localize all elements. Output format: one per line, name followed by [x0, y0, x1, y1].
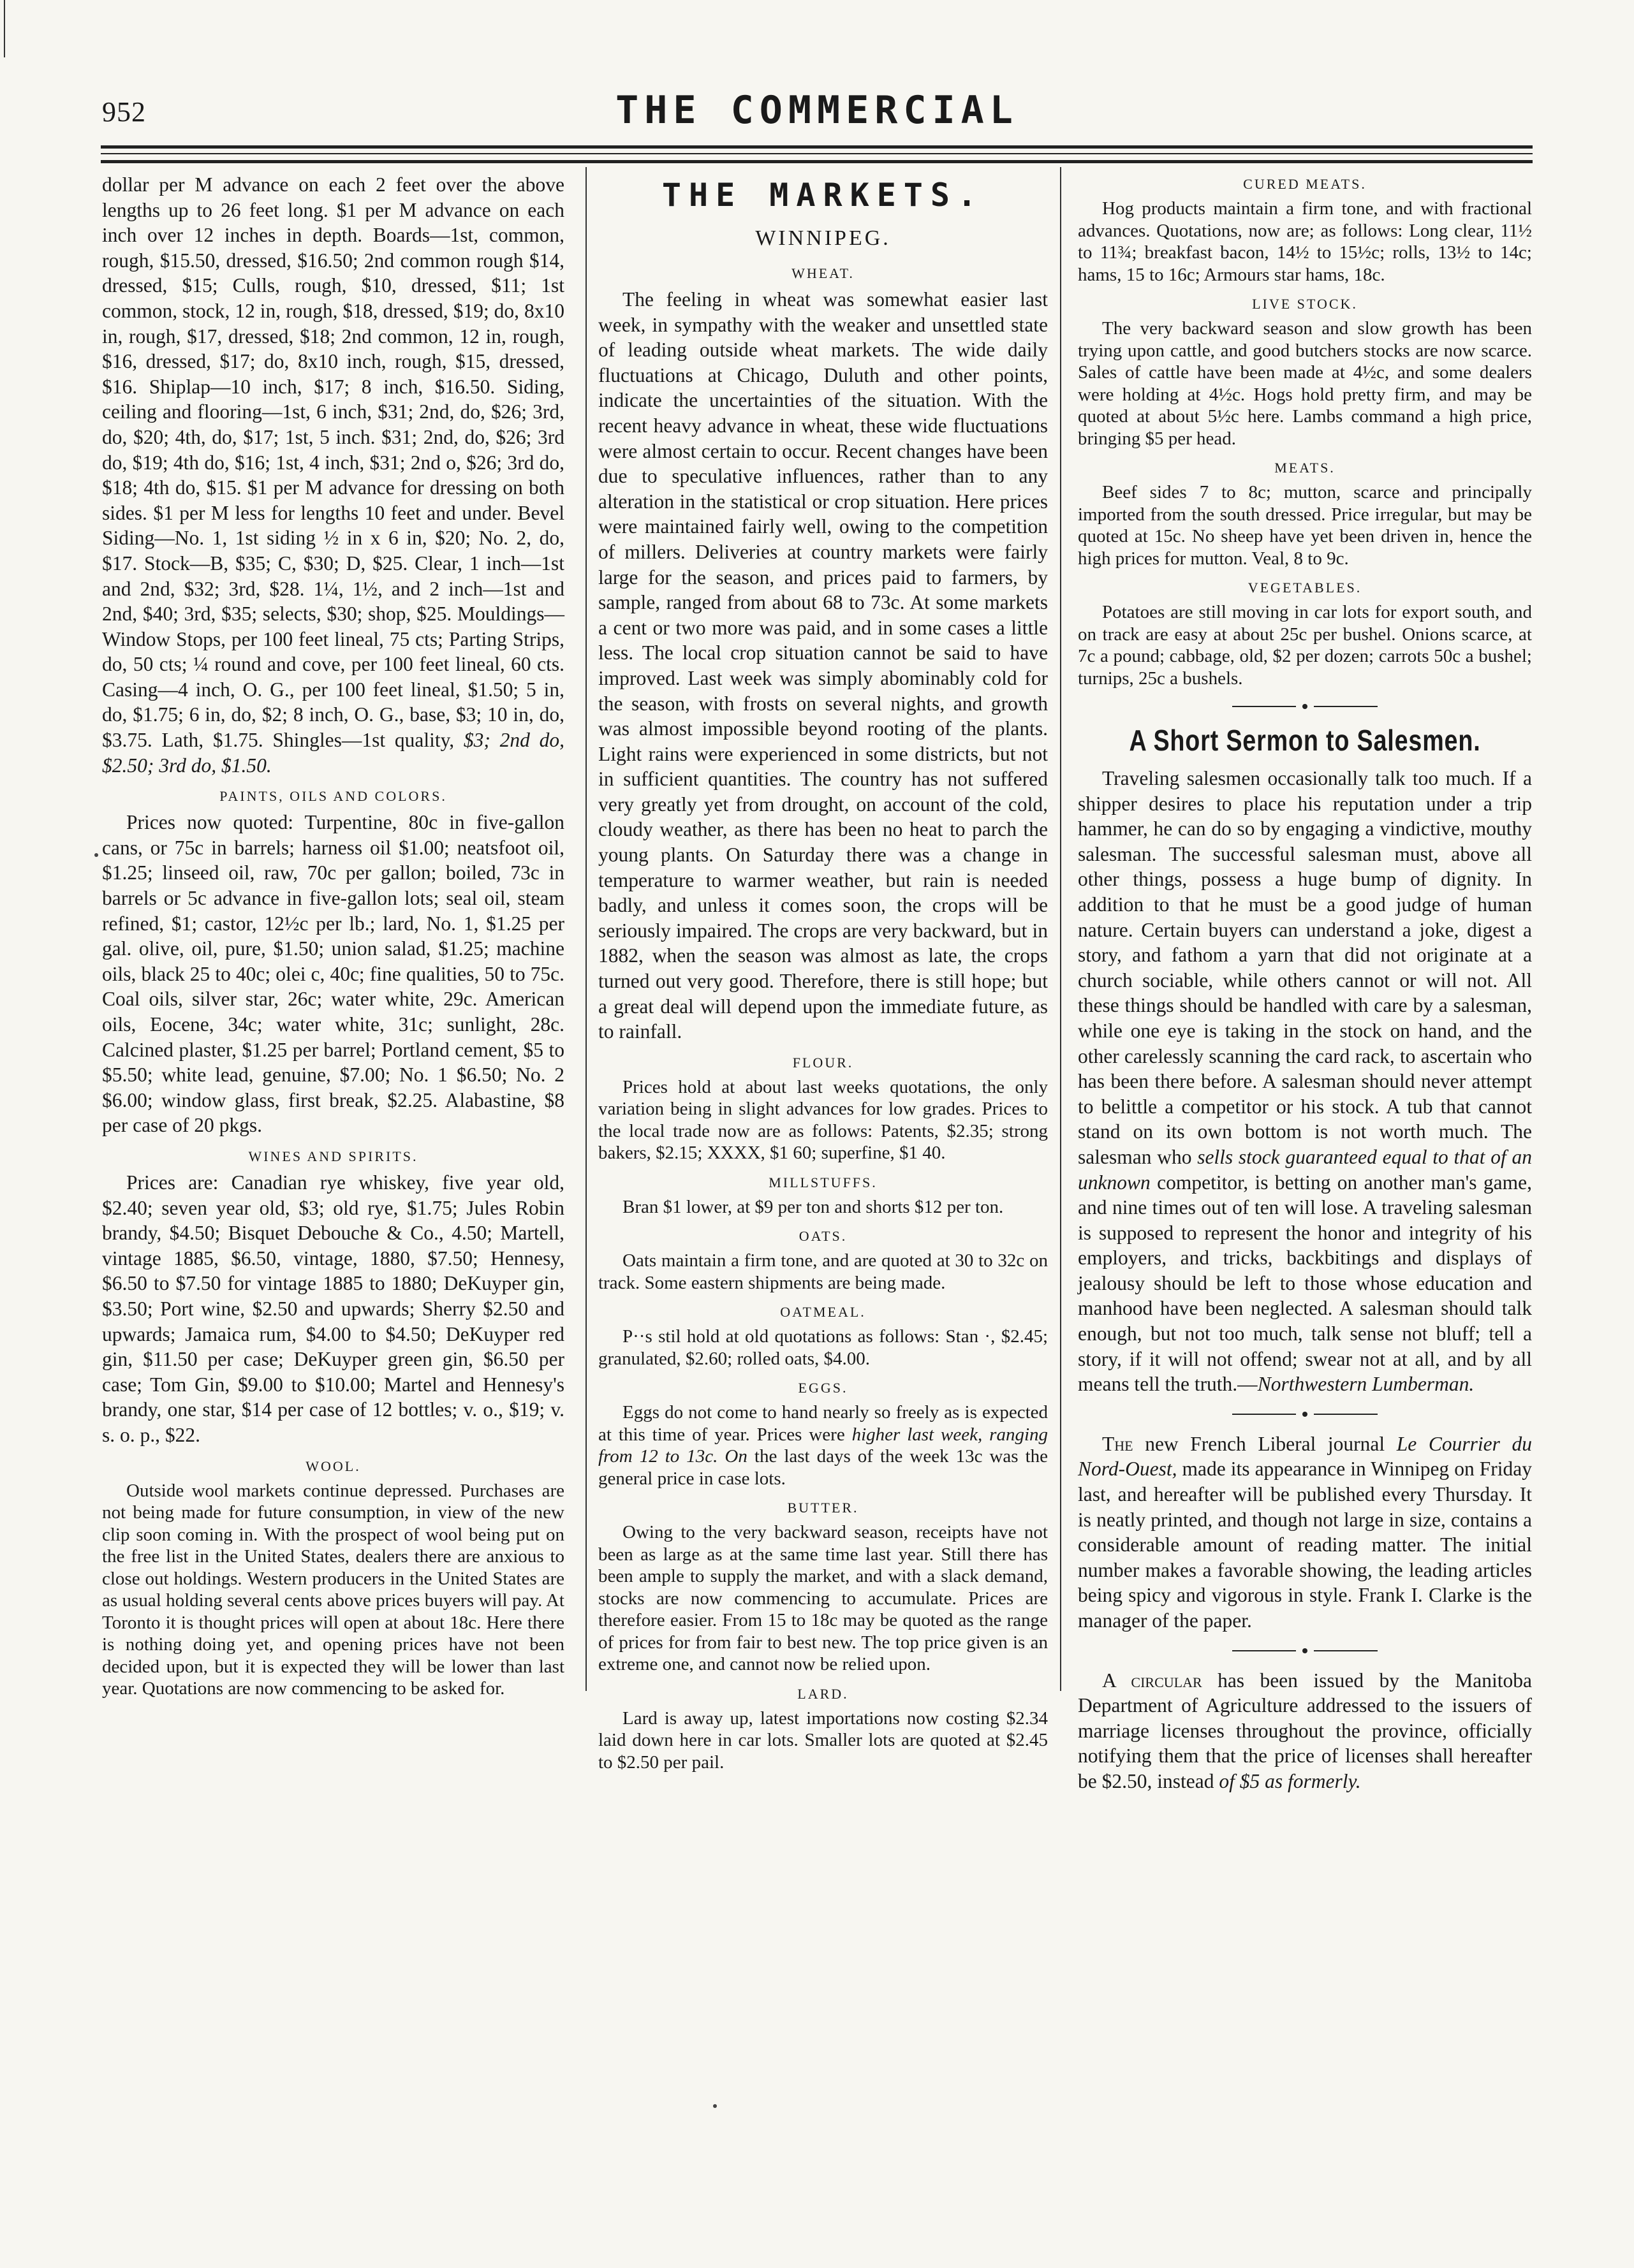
section-heading-meats: MEATS.: [1274, 460, 1336, 476]
journal-notice: [1078, 1431, 1532, 1634]
lumber-prices-text: [102, 172, 564, 778]
sermon-text: [1078, 766, 1532, 1397]
section-heading-millstuffs: MILLSTUFFS.: [769, 1174, 878, 1190]
lard-text: Lard is away up, latest importations now costing $2.34 laid down here in car lots. Smaller lots are quoted at $2.45 to $2.50 per pail.: [598, 1708, 1048, 1773]
millstuffs-text: Bran $1 lower, at $9 per ton and shorts $12 per ton.: [622, 1196, 1004, 1217]
paints-text: Prices now quoted: Turpentine, 80c in five-gallon cans, or 75c in barrels; harness oil $1.00; neatsfoot oil, $1.25; linseed oil, raw, 70c per gallon; boiled, 73c in barrels or 5c advance in five-gallon lots; seal oil, steam refined, $1; castor, 12½c per lb.; lard, No. 1, $1.25 per gal. olive, oil, pure, $1.50; union salad, $1.25; machine oils, black 25 to 40c; olei c, 40c; fine qualities, 50 to 75c. Coal oils, silver star, 26c; water white, 29c. American oils, Eocene, 34c; water white, 31c; sunlight, 28c. Calcined plaster, $1.25 per barrel; Portland cement, $5 to $5.50; white lead, genuine, $7.00; No. 1 $6.50; No. 2 $6.00; window glass, first break, $2.25. Alabastine, $8 per case of 20 pkgs.: [102, 811, 564, 1137]
eggs-text-italic: higher last week, ranging from 12 to 13c. On: [598, 1424, 1048, 1467]
markets-city: WINNIPEG.: [755, 226, 891, 250]
wines-text: Prices are: Canadian rye whiskey, five year old, $2.40; seven year old, $3; old rye, $1.75; Jules Robin brandy, $4.50; Bisquet Debouche & Co., 4.50; Martell, vintage 1885, $6.50, vintage, 1880, $7.50; Hennesy, $6.50 to $7.50 for vintage 1885 to 1880; DeKuyper gin, $3.50; Port wine, $2.50 and upwards; Sherry $2.50 and upwards; Jamaica rum, $4.00 to $4.50; DeKuyper red gin, $11.50 per case; DeKuyper green gin, $6.50 per case; Tom Gin, $9.00 to $10.00; Martel and Hennesy's brandy, one star, $14 per case of 12 bottles; v. o., $19; v. s. o. p., $22.: [102, 1171, 564, 1446]
scan-speck: [94, 853, 98, 857]
column-right: [1078, 172, 1532, 1794]
sermon-title: A Short Sermon to Salesmen.: [1129, 724, 1481, 757]
eggs-text: [598, 1401, 1048, 1489]
column-middle: [598, 172, 1048, 1773]
flour-text: Prices hold at about last weeks quotations, the only variation being in slight advances for low grades. Prices to the local trade now are as follows: Patents, $2.35; strong bakers, $2.15; XXXX, $1 60; superfine, $1 40.: [598, 1076, 1048, 1164]
section-heading-wines: WINES AND SPIRITS.: [248, 1148, 418, 1164]
shingle-prices-italic: $3; 2nd do, $2.50; 3rd do, $1.50.: [102, 729, 565, 777]
scan-speck: [713, 2104, 717, 2108]
section-heading-oats: OATS.: [799, 1228, 848, 1245]
section-heading-wheat: WHEAT.: [791, 265, 855, 281]
masthead-rule-middle: [101, 153, 1533, 154]
section-heading-vegetables: VEGETABLES.: [1248, 580, 1362, 596]
section-heading-cured-meats: CURED MEATS.: [1243, 176, 1367, 192]
section-heading-live-stock: LIVE STOCK.: [1252, 296, 1358, 312]
cured-meats-text: Hog products maintain a firm tone, and with fractional advances. Quotations, now are; as follows: Long clear, 11½ to 11¾; breakfast bacon, 14½ to 15½c; rolls, 13½ to 14c; hams, 15 to 16c; Armours star hams, 18c.: [1078, 198, 1532, 285]
column-rule-left: [585, 167, 587, 1691]
circular-lead: A circular: [1102, 1669, 1202, 1692]
butter-text: Owing to the very backward season, receipts have not been as large as at the same time last year. Still there has been ample to supply the market, and with a slack demand, stocks are now commencing to accumulate. Prices are therefore easier. From 15 to 18c may be quoted as the range of prices for from fair to best new. The top price given is an extreme one, and cannot now be relied upon.: [598, 1522, 1048, 1675]
wheat-text: The feeling in wheat was somewhat easier last week, in sympathy with the weaker and unsettled state of leading outside wheat markets. The wide daily fluctuations at Chicago, Duluth and other points, indicate the uncertainties of the situation. With the recent heavy advance in wheat, these wide fluctuations were almost certain to occur. Recent changes have been due to speculative influences, rather than to any alteration in the statistical or crop situation. Here prices were maintained fairly well, owing to the competition of millers. Deliveries at country markets were fairly large for the season, and prices paid to farmers, by sample, ranged from about 68 to 73c. At some markets a cent or two more was paid, and in some cases a little less. The local crop situation cannot be said to have improved. Last week was simply abominably cold for the season, with frosts on several nights, and growth was almost impossible beyond rooting of the plants. Light rains were experienced in some districts, but not in sufficient quantities. The country has not suffered very greatly yet from drought, on account of the cold, cloudy weather, as there has been no heat to parch the young plants. On Saturday there was a change in temperature to warmer weather, but rain is needed badly, and unless it comes soon, the crops will be seriously impaired. The crops are very backward, but in 1882, when the season was almost as late, the crops turned out very good. Therefore, there is still hope; but a great deal will depend upon the immediate future, as to rainfall.: [598, 288, 1048, 1043]
meats-text: Beef sides 7 to 8c; mutton, scarce and principally imported from the south dressed. Price irregular, but may be quoted at 15c. No sheep have yet been driven in, hence the high prices for mutton. Veal, 8 to 9c.: [1078, 482, 1532, 569]
sermon-text-body: Traveling salesmen occasionally talk too much. If a shipper desires to place his reputation under a trip hammer, he can do so by engaging a vindictive, mouthy salesman. The successful salesman must, above all other things, possess a huge bump of dignity. In addition to that he must be a good judge of human nature. Certain buyers can understand a joke, digest a story, and fathom a yarn that did not originate at a church sociable, while others cannot or will not. All these things should be handled with care by a salesman, while one eye is taking in the stock on hand, and the other carelessly scanning the card rack, to ascertain who has been there before. A salesman should never attempt to belittle a competitor or his stock. A tub that cannot stand on its own bottom is not worth much. The salesman who: [1078, 767, 1532, 1168]
section-heading-eggs: EGGS.: [798, 1380, 848, 1396]
ornamental-divider: [1078, 1411, 1532, 1417]
journal-text-a: new French Liberal journal: [1145, 1432, 1385, 1455]
section-heading-paints: PAINTS, OILS AND COLORS.: [219, 788, 447, 805]
masthead-rule-bottom: [101, 160, 1533, 163]
eggs-text-part-b: the last days of the week 13c was the general price in case lots.: [598, 1446, 1048, 1489]
journal-text-b: made its appearance in Winnipeg on Friday last, and hereafter will be published every Thursday. It is neatly printed, and though not large in size, contains a considerable amount of reading matter. The initial number makes a favorable showing, the leading articles being spicy and vigorous in style. Frank I. Clarke is the manager of the paper.: [1078, 1458, 1533, 1632]
circular-text: has been issued by the Manitoba Department of Agriculture addressed to the issuers of marriage licenses throughout the province, officially notifying them that the price of licenses shall hereafter be $2.50, instead: [1078, 1669, 1532, 1792]
column-rule-right: [1060, 167, 1061, 1691]
oats-text: Oats maintain a firm tone, and are quoted at 30 to 32c on track. Some eastern shipments are being made.: [598, 1250, 1048, 1293]
page-number: 952: [102, 96, 146, 128]
live-stock-text: The very backward season and slow growth has been trying upon cattle, and good butchers stocks are now scarce. Sales of cattle have been made at 4½c, and some dealers were holding at 4½c. Hogs hold pretty firm, and may be quoted at about 5½c here. Lambs command a high price, bringing $5 per head.: [1078, 318, 1532, 449]
markets-title: THE MARKETS.: [661, 177, 985, 214]
ornamental-divider: [1078, 703, 1532, 710]
column-left: [102, 172, 564, 1700]
sermon-source: Northwestern Lumberman.: [1257, 1373, 1475, 1396]
wool-text: Outside wool markets continue depressed. Purchases are not being made for future consumption, in view of the new clip soon coming in. With the prospect of wool being put on the free list in the United States, dealers there are anxious to close out holdings. Western producers in the United States are as usual holding several cents above prices buyers will pay. At Toronto it is thought prices will open at about 18c. Here there is nothing doing yet, and opening prices have not been decided upon, but it is expected they will be lower than last year. Quotations are now commencing to be asked for.: [102, 1480, 564, 1699]
masthead-title: THE COMMERCIAL: [615, 88, 1019, 133]
eggs-text-part-a: Eggs do not come to hand nearly so freely as is expected at this time of year. Prices were: [598, 1402, 1048, 1445]
section-heading-lard: LARD.: [797, 1685, 849, 1702]
section-heading-oatmeal: OATMEAL.: [780, 1304, 866, 1321]
lumber-prices-body: dollar per M advance on each 2 feet over the above lengths up to 26 feet long. $1 per M advance on each inch over 12 inches in depth. Boards—1st, common, rough, $15.50, dressed, $16.50; 2nd common rough $14, dressed, $15; Culls, rough, $10, dressed, $11; 1st common, stock, 12 in, rough, $18, dressed, $19; do, 8x10 in, rough, $17, dressed, $18; 2nd common, 12 in, rough, $16, dressed, $17; do, 8x10 inch, rough, $15, dressed, $16. Shiplap—10 inch, $17; 8 inch, $16.50. Siding, ceiling and flooring—1st, 6 inch, $31; 2nd, do, $26; 3rd, do, $20; 4th, do, $17; 1st, 5 inch. $31; 2nd, do, $26; 3rd do, $19; 4th do, $16; 1st, 4 inch, $31; 2nd o, $26; 3rd do, $18; 4th do, $15. $1 per M advance for dressing on both sides. $1 per M less for lengths 10 feet and under. Bevel Siding—No. 1, 1st siding ½ in x 6 in, $20; No. 2, do, $17. Stock—B, $35; C, $30; D, $25. Clear, 1 inch—1st and 2nd, $32; 3rd, $28. 1¼, 1½, and 2 inch—1st and 2nd, $40; 3rd, $35; selects, $30; shop, $25. Mouldings—Window Stops, per 100 feet lineal, 75 cts; Parting Strips, do, 50 cts; ¼ round and cove, per 100 feet lineal, 60 cts. Casing—4 inch, O. G., per 100 feet lineal, $1.50; 5 in, do, $1.75; 6 in, do, $2; 8 inch, O. G., base, $3; 10 in, do, $3.75. Lath, $1.75. Shingles—1st quality,: [102, 173, 564, 752]
vegetables-text: Potatoes are still moving in car lots for export south, and on track are easy at about 25c per bushel. Onions scarce, at 7c a pound; cabbage, old, $2 per dozen; carrots 50c a bushel; turnips, 25c a bushels.: [1078, 602, 1532, 689]
circular-italic: of $5 as formerly.: [1219, 1769, 1361, 1792]
section-heading-flour: FLOUR.: [792, 1054, 854, 1071]
sermon-text-body-b: competitor, is betting on another man's game, and nine times out of ten will lose. A traveling salesman is supposed to represent the honor and integrity of his employers, and tricks, backbitings and displays of jealousy should be left to those whose education and manhood have been neglected. A salesman should talk enough, but not too much, talk sense not bluff; tell a story, if it will not offend; swear not at all, and by all means tell the truth.—: [1078, 1171, 1533, 1396]
sermon-text-italic: sells stock guaranteed equal to that of an unknown: [1078, 1145, 1533, 1194]
scan-edge-mark: [4, 0, 5, 57]
ornamental-divider: [1078, 1648, 1532, 1654]
oatmeal-text: P··s stil hold at old quotations as follows: Stan ·, $2.45; granulated, $2.60; rolled oats, $4.00.: [598, 1326, 1048, 1369]
section-heading-butter: BUTTER.: [787, 1500, 859, 1516]
journal-name: Le Courrier du Nord-Ouest,: [1078, 1432, 1532, 1481]
journal-lead: The: [1102, 1432, 1133, 1455]
section-heading-wool: WOOL.: [305, 1458, 361, 1474]
masthead-rule-top: [101, 145, 1533, 149]
circular-notice: [1078, 1668, 1532, 1794]
